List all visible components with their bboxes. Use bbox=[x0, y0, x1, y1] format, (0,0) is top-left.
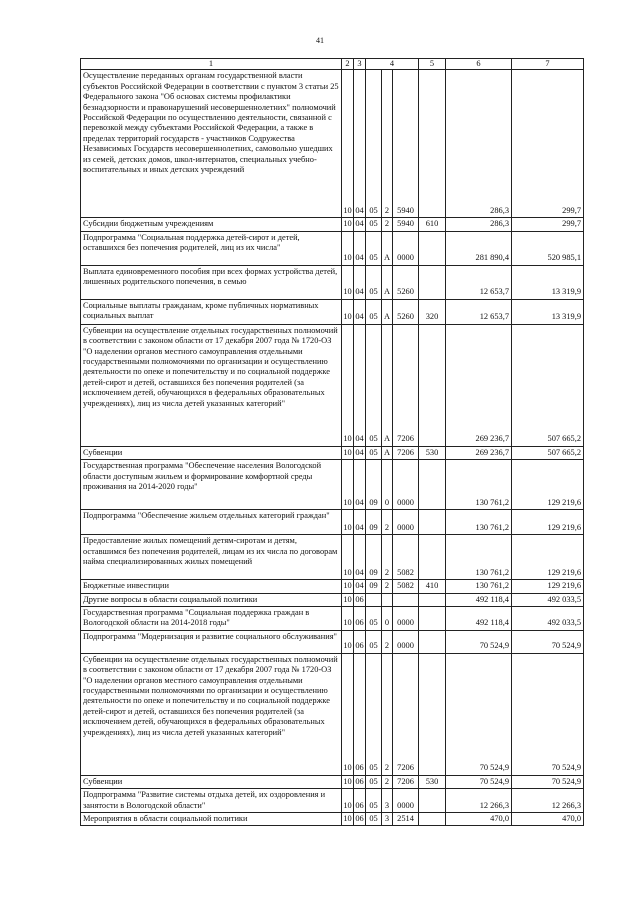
row-name: Подпрограмма "Социальная поддержка детей-сирот и детей, оставшихся без попечения родителей, лиц из их числа" bbox=[81, 231, 342, 265]
amount-year-2: 492 033,5 bbox=[512, 593, 584, 606]
target-item-code: 0000 bbox=[393, 630, 419, 653]
target-subprogram-code: 0 bbox=[382, 460, 393, 510]
section-code: 10 bbox=[342, 789, 354, 813]
subsection-code: 06 bbox=[354, 607, 366, 631]
section-code: 10 bbox=[342, 218, 354, 231]
row-name: Социальные выплаты гражданам, кроме публичных нормативных социальных выплат bbox=[81, 299, 342, 324]
amount-year-1: 492 118,4 bbox=[446, 607, 512, 631]
section-code: 10 bbox=[342, 580, 354, 593]
header-cell: 2 bbox=[342, 59, 354, 70]
subsection-code: 06 bbox=[354, 630, 366, 653]
table-row bbox=[81, 535, 584, 580]
amount-year-2: 70 524,9 bbox=[512, 775, 584, 788]
subsection-code: 04 bbox=[354, 535, 366, 580]
table-row bbox=[81, 70, 584, 218]
row-name: Субвенции на осуществление отдельных государственных полномочий в соответствии с законом области от 17 декабря 2007 года № 1720-ОЗ "О наделении органов местного самоуправления отдельными государственными полномочиями по организации и осуществлению деятельности по опеке и попечительству и по социальной поддержке детей-сирот и детей, оставшихся без попечения родителей (за исключением детей, обучающихся в федеральных образовательных учреждениях), лиц из числа детей указанных категорий" bbox=[81, 324, 342, 446]
target-subprogram-code: А bbox=[382, 299, 393, 324]
expense-type-code: 530 bbox=[419, 775, 446, 788]
target-program-code: 05 bbox=[366, 775, 382, 788]
target-item-code: 7206 bbox=[393, 324, 419, 446]
subsection-code: 06 bbox=[354, 813, 366, 826]
target-subprogram-code: 3 bbox=[382, 789, 393, 813]
subsection-code: 04 bbox=[354, 510, 366, 535]
target-subprogram-code: 2 bbox=[382, 535, 393, 580]
subsection-code: 04 bbox=[354, 580, 366, 593]
amount-year-1: 70 524,9 bbox=[446, 630, 512, 653]
section-code: 10 bbox=[342, 607, 354, 631]
expense-type-code bbox=[419, 630, 446, 653]
target-program-code: 05 bbox=[366, 265, 382, 299]
section-code: 10 bbox=[342, 813, 354, 826]
target-program-code: 05 bbox=[366, 813, 382, 826]
amount-year-1: 130 761,2 bbox=[446, 510, 512, 535]
amount-year-1: 281 890,4 bbox=[446, 231, 512, 265]
amount-year-1: 12 266,3 bbox=[446, 789, 512, 813]
amount-year-2: 520 985,1 bbox=[512, 231, 584, 265]
target-subprogram-code: А bbox=[382, 446, 393, 459]
target-subprogram-code: А bbox=[382, 324, 393, 446]
table-row bbox=[81, 580, 584, 593]
amount-year-2: 507 665,2 bbox=[512, 324, 584, 446]
expense-type-code bbox=[419, 510, 446, 535]
target-item-code: 5082 bbox=[393, 580, 419, 593]
budget-table bbox=[80, 58, 584, 826]
subsection-code: 06 bbox=[354, 593, 366, 606]
table-row bbox=[81, 607, 584, 631]
section-code: 10 bbox=[342, 460, 354, 510]
amount-year-1: 130 761,2 bbox=[446, 535, 512, 580]
target-program-code: 05 bbox=[366, 607, 382, 631]
target-program-code: 05 bbox=[366, 231, 382, 265]
table-row bbox=[81, 299, 584, 324]
target-subprogram-code: 2 bbox=[382, 510, 393, 535]
row-name: Субвенции bbox=[81, 446, 342, 459]
target-item-code: 7206 bbox=[393, 775, 419, 788]
target-program-code: 05 bbox=[366, 446, 382, 459]
subsection-code: 06 bbox=[354, 653, 366, 775]
header-row bbox=[81, 59, 584, 70]
amount-year-1: 269 236,7 bbox=[446, 446, 512, 459]
target-subprogram-code: 2 bbox=[382, 70, 393, 218]
expense-type-code bbox=[419, 70, 446, 218]
amount-year-2: 70 524,9 bbox=[512, 630, 584, 653]
target-subprogram-code: 2 bbox=[382, 775, 393, 788]
table-row bbox=[81, 630, 584, 653]
target-subprogram-code: 3 bbox=[382, 813, 393, 826]
row-name: Субвенции на осуществление отдельных государственных полномочий в соответствии с законом области от 17 декабря 2007 года № 1720-ОЗ "О наделении органов местного самоуправления отдельными государственными полномочиями по организации и осуществлению деятельности по опеке и попечительству и по социальной поддержке детей-сирот и детей, оставшихся без попечения родителей (за исключением детей, обучающихся в федеральных образовательных учреждениях), лиц из числа детей указанных категорий" bbox=[81, 653, 342, 775]
expense-type-code: 610 bbox=[419, 218, 446, 231]
amount-year-2: 299,7 bbox=[512, 218, 584, 231]
amount-year-1: 70 524,9 bbox=[446, 653, 512, 775]
target-item-code: 5940 bbox=[393, 218, 419, 231]
table-row bbox=[81, 218, 584, 231]
amount-year-2: 129 219,6 bbox=[512, 535, 584, 580]
amount-year-1: 70 524,9 bbox=[446, 775, 512, 788]
amount-year-2: 299,7 bbox=[512, 70, 584, 218]
target-subprogram-code bbox=[382, 593, 393, 606]
amount-year-1: 286,3 bbox=[446, 70, 512, 218]
section-code: 10 bbox=[342, 775, 354, 788]
target-program-code: 05 bbox=[366, 630, 382, 653]
target-program-code: 09 bbox=[366, 535, 382, 580]
section-code: 10 bbox=[342, 510, 354, 535]
target-subprogram-code: 2 bbox=[382, 653, 393, 775]
table-row bbox=[81, 231, 584, 265]
target-item-code: 7206 bbox=[393, 653, 419, 775]
amount-year-1: 130 761,2 bbox=[446, 580, 512, 593]
section-code: 10 bbox=[342, 324, 354, 446]
amount-year-1: 130 761,2 bbox=[446, 460, 512, 510]
target-item-code: 0000 bbox=[393, 510, 419, 535]
header-cell: 1 bbox=[81, 59, 342, 70]
target-item-code: 5260 bbox=[393, 265, 419, 299]
amount-year-2: 129 219,6 bbox=[512, 510, 584, 535]
table-row bbox=[81, 653, 584, 775]
expense-type-code bbox=[419, 231, 446, 265]
target-item-code: 0000 bbox=[393, 607, 419, 631]
table-row bbox=[81, 789, 584, 813]
subsection-code: 04 bbox=[354, 460, 366, 510]
target-program-code: 05 bbox=[366, 299, 382, 324]
target-program-code: 05 bbox=[366, 70, 382, 218]
target-subprogram-code: 2 bbox=[382, 580, 393, 593]
row-name: Бюджетные инвестиции bbox=[81, 580, 342, 593]
row-name: Выплата единовременного пособия при всех формах устройства детей, лишенных родительского попечения, в семью bbox=[81, 265, 342, 299]
subsection-code: 06 bbox=[354, 775, 366, 788]
row-name: Другие вопросы в области социальной политики bbox=[81, 593, 342, 606]
amount-year-1: 269 236,7 bbox=[446, 324, 512, 446]
subsection-code: 04 bbox=[354, 299, 366, 324]
table-row bbox=[81, 446, 584, 459]
target-program-code: 05 bbox=[366, 218, 382, 231]
header-cell: 3 bbox=[354, 59, 366, 70]
section-code: 10 bbox=[342, 299, 354, 324]
amount-year-1: 12 653,7 bbox=[446, 265, 512, 299]
table-row bbox=[81, 593, 584, 606]
subsection-code: 06 bbox=[354, 789, 366, 813]
expense-type-code: 320 bbox=[419, 299, 446, 324]
amount-year-2: 129 219,6 bbox=[512, 460, 584, 510]
amount-year-1: 492 118,4 bbox=[446, 593, 512, 606]
amount-year-2: 13 319,9 bbox=[512, 265, 584, 299]
row-name: Государственная программа "Обеспечение населения Вологодской области доступным жильем и формирование комфортной среды проживания на 2014-2020 годы" bbox=[81, 460, 342, 510]
header-cell: 7 bbox=[512, 59, 584, 70]
table-row bbox=[81, 775, 584, 788]
target-program-code bbox=[366, 593, 382, 606]
amount-year-2: 507 665,2 bbox=[512, 446, 584, 459]
section-code: 10 bbox=[342, 653, 354, 775]
amount-year-2: 492 033,5 bbox=[512, 607, 584, 631]
target-program-code: 05 bbox=[366, 789, 382, 813]
expense-type-code bbox=[419, 593, 446, 606]
target-item-code: 0000 bbox=[393, 231, 419, 265]
expense-type-code bbox=[419, 460, 446, 510]
subsection-code: 04 bbox=[354, 324, 366, 446]
row-name: Государственная программа "Социальная поддержка граждан в Вологодской области на 2014-2018 годы" bbox=[81, 607, 342, 631]
target-item-code: 7206 bbox=[393, 446, 419, 459]
section-code: 10 bbox=[342, 446, 354, 459]
row-name: Предоставление жилых помещений детям-сиротам и детям, оставшимся без попечения родителей, лицам из их числа по договорам найма специализированных жилых помещений bbox=[81, 535, 342, 580]
table-row bbox=[81, 813, 584, 826]
target-subprogram-code: 0 bbox=[382, 607, 393, 631]
row-name: Подпрограмма "Обеспечение жильем отдельных категорий граждан" bbox=[81, 510, 342, 535]
expense-type-code bbox=[419, 265, 446, 299]
page-number: 41 bbox=[316, 36, 324, 45]
amount-year-1: 470,0 bbox=[446, 813, 512, 826]
header-cell: 5 bbox=[419, 59, 446, 70]
target-program-code: 09 bbox=[366, 510, 382, 535]
subsection-code: 04 bbox=[354, 265, 366, 299]
row-name: Субвенции bbox=[81, 775, 342, 788]
target-program-code: 05 bbox=[366, 653, 382, 775]
subsection-code: 04 bbox=[354, 218, 366, 231]
section-code: 10 bbox=[342, 70, 354, 218]
expense-type-code: 530 bbox=[419, 446, 446, 459]
amount-year-2: 70 524,9 bbox=[512, 653, 584, 775]
row-name: Осуществление переданных органам государственной власти субъектов Российской Федерации в соответствии с пунктом 3 статьи 25 Федерального закона "Об основах системы профилактики безнадзорности и правонарушений несовершеннолетних" полномочий Российской Федерации по осуществлению деятельности, связанной с перевозкой между субъектами Российской Федерации, а также в пределах территорий государств - участников Содружества Независимых Государств несовершеннолетних, самовольно ушедших из семей, детских домов, школ-интернатов, специальных учебно-воспитательных и иных детских учреждений bbox=[81, 70, 342, 218]
subsection-code: 04 bbox=[354, 231, 366, 265]
row-name: Подпрограмма "Модернизация и развитие социального обслуживания" bbox=[81, 630, 342, 653]
row-name: Субсидии бюджетным учреждениям bbox=[81, 218, 342, 231]
section-code: 10 bbox=[342, 265, 354, 299]
expense-type-code bbox=[419, 535, 446, 580]
table-row bbox=[81, 265, 584, 299]
target-program-code: 09 bbox=[366, 580, 382, 593]
target-subprogram-code: 2 bbox=[382, 218, 393, 231]
amount-year-1: 286,3 bbox=[446, 218, 512, 231]
amount-year-2: 129 219,6 bbox=[512, 580, 584, 593]
expense-type-code bbox=[419, 607, 446, 631]
expense-type-code bbox=[419, 789, 446, 813]
subsection-code: 04 bbox=[354, 446, 366, 459]
target-item-code: 2514 bbox=[393, 813, 419, 826]
section-code: 10 bbox=[342, 593, 354, 606]
target-subprogram-code: А bbox=[382, 231, 393, 265]
target-item-code bbox=[393, 593, 419, 606]
section-code: 10 bbox=[342, 535, 354, 580]
table-row bbox=[81, 460, 584, 510]
header-cell: 6 bbox=[446, 59, 512, 70]
subsection-code: 04 bbox=[354, 70, 366, 218]
section-code: 10 bbox=[342, 231, 354, 265]
amount-year-1: 12 653,7 bbox=[446, 299, 512, 324]
target-item-code: 5940 bbox=[393, 70, 419, 218]
expense-type-code bbox=[419, 813, 446, 826]
target-program-code: 05 bbox=[366, 324, 382, 446]
target-item-code: 5260 bbox=[393, 299, 419, 324]
table-row bbox=[81, 510, 584, 535]
amount-year-2: 13 319,9 bbox=[512, 299, 584, 324]
target-item-code: 0000 bbox=[393, 789, 419, 813]
amount-year-2: 470,0 bbox=[512, 813, 584, 826]
header-cell: 4 bbox=[366, 59, 419, 70]
target-subprogram-code: 2 bbox=[382, 630, 393, 653]
expense-type-code bbox=[419, 324, 446, 446]
expense-type-code bbox=[419, 653, 446, 775]
target-item-code: 0000 bbox=[393, 460, 419, 510]
section-code: 10 bbox=[342, 630, 354, 653]
row-name: Мероприятия в области социальной политики bbox=[81, 813, 342, 826]
amount-year-2: 12 266,3 bbox=[512, 789, 584, 813]
target-subprogram-code: А bbox=[382, 265, 393, 299]
target-program-code: 09 bbox=[366, 460, 382, 510]
target-item-code: 5082 bbox=[393, 535, 419, 580]
row-name: Подпрограмма "Развитие системы отдыха детей, их оздоровления и занятости в Вологодской области" bbox=[81, 789, 342, 813]
table-row bbox=[81, 324, 584, 446]
expense-type-code: 410 bbox=[419, 580, 446, 593]
